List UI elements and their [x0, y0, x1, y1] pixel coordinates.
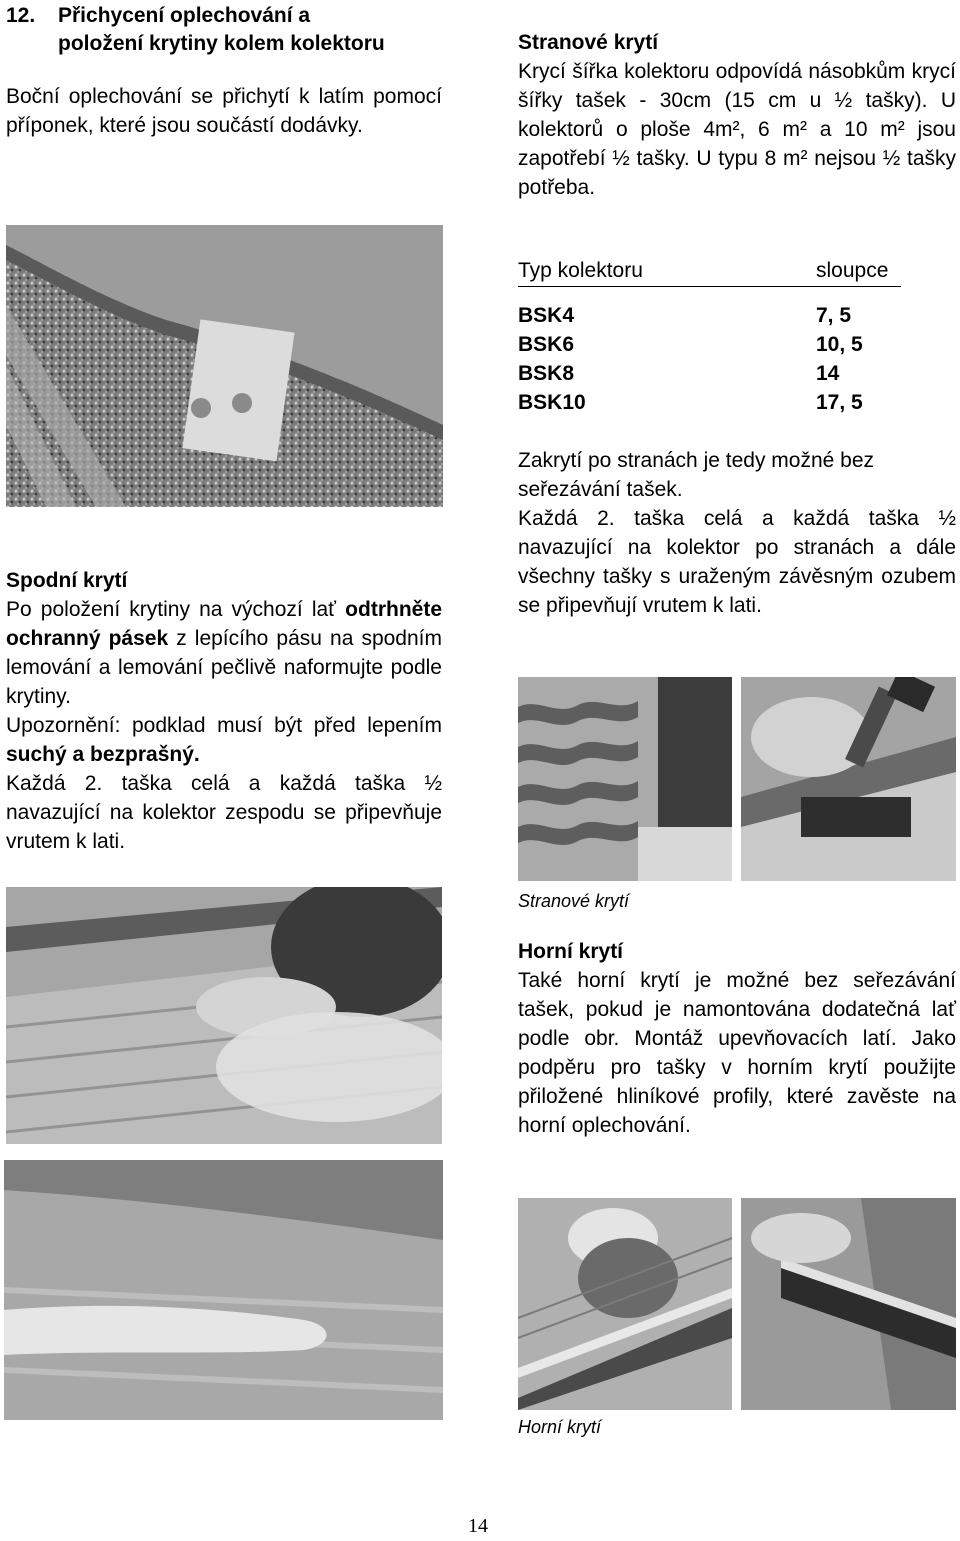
table-cell-type: BSK6: [518, 333, 575, 356]
page-number: 14: [468, 1515, 488, 1537]
bottom-p1-text-b: z lepícího pásu na spodním lemování a lemování pečlivě naformujte podle krytiny.: [6, 627, 442, 708]
photo-top-covering-right: [741, 1198, 956, 1410]
table-cell-columns: 14: [816, 362, 840, 385]
bottom-p2-text-a: Upozornění: podklad musí být před lepením: [6, 714, 442, 737]
side-covering-heading: Stranové krytí: [518, 31, 659, 54]
table-cell-columns: 10, 5: [816, 333, 863, 356]
intro-paragraph: Boční oplechování se přichytí k latím pomocí příponek, které jsou součástí dodávky.: [6, 85, 442, 137]
table-cell-type: BSK4: [518, 304, 575, 327]
table-header-type: Typ kolektoru: [518, 259, 643, 282]
section-number: 12.: [6, 4, 36, 27]
photo-top-covering-left: [518, 1198, 732, 1410]
bottom-covering-paragraph-1: [6, 595, 442, 711]
photo-side-covering-left: [518, 677, 732, 881]
bottom-covering-section: [6, 566, 442, 856]
collector-table-header: [518, 256, 901, 287]
bottom-p1-bold: odtrhněte ochranný pásek: [6, 598, 442, 650]
table-header-columns: sloupce: [816, 259, 889, 282]
table-cell-type: BSK8: [518, 362, 575, 385]
bottom-p1-text-a: Po položení krytiny na výchozí lať: [6, 598, 346, 621]
table-cell-columns: 17, 5: [816, 391, 863, 414]
section-title-line2: položení krytiny kolem kolektoru: [58, 32, 385, 55]
photo-side-covering-right: [741, 677, 956, 881]
photo-bottom-covering-bottom: [4, 1160, 443, 1420]
top-covering-section: [518, 937, 956, 1140]
section-heading: [6, 2, 446, 58]
photo-bottom-covering-top: [6, 887, 442, 1144]
section-title-line1: Přichycení oplechování a: [58, 4, 311, 27]
bottom-p2-bold: suchý a bezprašný.: [6, 743, 200, 766]
bottom-covering-paragraph-3: Každá 2. taška celá a každá taška ½ navazující na kolektor zespodu se připevňuje vrutem k lati.: [6, 772, 442, 853]
photo-flashing-clip: [6, 225, 443, 507]
table-cell-type: BSK10: [518, 391, 586, 414]
top-covering-heading: Horní krytí: [518, 940, 624, 963]
table-cell-columns: 7, 5: [816, 304, 852, 327]
side-covering-note-2: Každá 2. taška celá a každá taška ½ navazující na kolektor po stranách a dále všechny tašky s uraženým závěsným ozubem se připevňují vrutem k lati.: [518, 507, 956, 617]
top-covering-caption: Horní krytí: [518, 1417, 602, 1437]
side-covering-note-1: Zakrytí po stranách je tedy možné bez seřezávání tašek.: [518, 449, 875, 501]
side-covering-paragraph: Krycí šířka kolektoru odpovídá násobkům krycí šířky tašek - 30cm (15 cm u ½ tašky). U kolektorů o ploše 4m², 6 m² a 10 m² jsou zapotřebí ½ tašky. U typu 8 m² nejsou ½ tašky potřeba.: [518, 60, 956, 199]
bottom-covering-heading: Spodní krytí: [6, 569, 128, 592]
bottom-covering-paragraph-2: [6, 711, 442, 769]
side-covering-notes: [518, 446, 956, 620]
top-covering-paragraph: Také horní krytí je možné bez seřezávání tašek, pokud je namontována dodatečná lať podle obr. Montáž upevňovacích latí. Jako podpěru pro tašky v horním krytí použijte přiložené hliníkové profily, které zavěste na horní oplechování.: [518, 969, 956, 1137]
side-covering-section: [518, 28, 956, 202]
side-covering-caption: Stranové krytí: [518, 891, 630, 911]
